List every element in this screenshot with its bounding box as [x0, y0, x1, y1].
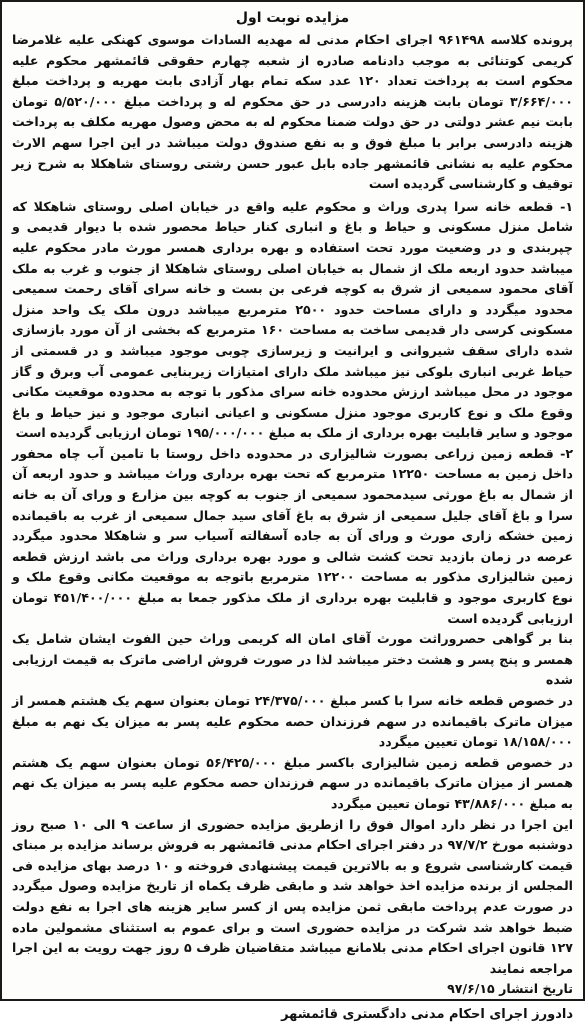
notice-title: مزایده نوبت اول: [235, 10, 350, 26]
item-house: ۱- قطعه خانه سرا پدری وراث و محکوم علیه واقع در خیابان اصلی روستای شاهکلا که شامل منزل مسکونی و حیاط و باغ و انباری کنار حیاط محصور شده با دیوار قدیمی و چپربندی و در وضعیت مورد تحت استفاده و بهره برداری همسر مورث مادر محکوم علیه میباشد حدود اربعه ملک از شمال به خیابان اصلی روستای شاهکلا از جنوب و غرب به ملک آقای محمود سمیعی از شرق به کوچه فرعی بن بست و خانه سرای آقای رحمت سمیعی محدود میگردد و دارای مساحت حدود ۲۵۰۰ مترمربع میباشد درون ملک یک واحد منزل مسکونی کرسی دار قدیمی ساخت به مساحت ۱۶۰ مترمربع که بخشی از آن مورد بازسازی شده دارای سقف شیروانی و ایرانیت و زیرسازی چوبی موجود میباشد و در قسمتی از حیاط غربی انباری بلوکی نیز میباشد ملک دارای امتیازات زیربنایی عمومی آب وبرق و گاز موجود در محل میباشد ارزش محدوده خانه سرای مذکور با توجه به محدوده موقعیت مکانی وقوع ملک و نوع کاربری موجود منزل مسکونی و اعیانی انباری موجود و نیز حیاط و باغ موجود و سایر قابلیت بهره برداری از ملک به مبلغ ۱۹۵/۰۰۰/۰۰۰ تومان ارزیابی گردیده است: [12, 198, 573, 441]
issuer-signature: دادورز اجرای احکام مدنی دادگستری قائمشهر: [281, 1006, 573, 1022]
notice-intro: پرونده کلاسه ۹۶۱۴۹۸ اجرای احکام مدنی له مهدیه السادات موسوی کهنکی علیه غلامرضا کریمی کوتنائی به موجب دادنامه صادره از شعبه چهارم حقوقی قائمشهر محکوم علیه محکوم است به پرداخت تعداد ۱۲۰ عدد سکه تمام بهار آزادی بابت مهریه و پرداخت مبلغ ۳/۶۶۴/۰۰۰ تومان بابت هزینه دادرسی در حق محکوم له و پرداخت مبلغ ۵/۵۲۰/۰۰۰ تومان بابت نیم عشر دولتی در حق دولت ضمنا محکوم له به محض وصول مهریه مکلف به پرداخت هزینه دادرسی برابر با مبلغ فوق و به نفع صندوق دولت میباشد در این اجرا سهم الارث محکوم علیه به نشانی قائمشهر جاده بابل عبور حسن رشتی روستای شاهکلا به شرح زیر توقیف و کارشناسی گردیده است: [12, 32, 573, 192]
auction-terms: این اجرا در نظر دارد اموال فوق را ازطریق مزایده حضوری از ساعت ۹ الی ۱۰ صبح روز دوشنبه مورخ ۹۷/۷/۲ در دفتر اجرای احکام مدنی قائمشهر به فروش برساند مزایده بر مبنای قیمت کارشناسی شروع و به بالاترین قیمت پیشنهادی فروخته و ۱۰ درصد بهای مزایده فی المجلس از برنده مزایده اخذ خواهد شد و مابقی ظرف یکماه از تاریخ مزایده وصول میگردد در صورت عدم پرداخت مابقی ثمن مزایده پس از کسر سایر هزینه های اجرا به نفع دولت ضبط خواهد شد شرکت در مزایده حضوری است و برای عموم به استثنای مشمولین ماده ۱۲۷ قانون اجرای احکام مدنی بلامانع میباشد متقاضیان ظرف ۵ روز جهت رویت به این اجرا مراجعه نمایند: [12, 816, 574, 976]
heirs-statement: بنا بر گواهی حصروراثت مورث آقای امان اله کریمی وراث حین الفوت ایشان شامل یک همسر و پنج پسر و هشت دختر میباشد لذا در صورت فروش اراضی ماترک به قیمت ارزیابی شده: [12, 631, 573, 688]
auction-notice-body: [12, 8, 573, 1000]
publish-date: تاریخ انتشار ۹۷/۶/۱۵: [447, 981, 573, 997]
share-house: در خصوص قطعه خانه سرا با کسر مبلغ ۲۴/۳۷۵/۰۰۰ تومان بعنوان سهم یک هشتم همسر از میزان ماترک باقیمانده در سهم فرزندان حصه محکوم علیه پسر به میزان یک نهم به مبلغ ۱۸/۱۵۸/۰۰۰ تومان تعیین میگردد: [12, 693, 573, 750]
item-rice-field: ۲- قطعه زمین زراعی بصورت شالیزاری در محدوده داخل روستا با تامین آب چاه محفور داخل زمین به مساحت ۱۲۲۵۰ مترمربع که تحت بهره برداری وراث میباشد و حدود اربعه آن از شمال به باغ مورثی سیدمحمود سمیعی از جنوب به کوچه بین مزارع و ورای آن به خانه سرا و باغ آقای جلیل سمیعی از شرق به باغ آقای سید جمال سمیعی از غرب به باقیمانده زمین خشکه زاری مورث و ورای آن به جاده آسفالته آسیاب سر و شاهکلا محدود میگردد عرصه در زمان بازدید تحت کشت شالی و مورد بهره برداری وراث می باشد ارزش قطعه زمین شالیزاری مذکور به مساحت ۱۲۲۰۰ مترمربع باتوجه به موقعیت مکانی وقوع ملک و نوع کاربری موجود و قابلیت بهره برداری از ملک مذکور جمعا به مبلغ ۴۵۱/۴۰۰/۰۰۰ تومان ارزیابی گردیده است: [12, 445, 573, 626]
share-field: در خصوص قطعه زمین شالیزاری باکسر مبلغ ۵۶/۴۲۵/۰۰۰ تومان بعنوان سهم یک هشتم همسر از میزان ماترک باقیمانده در سهم فرزندان حصه محکوم علیه پسر به میزان یک نهم به مبلغ ۴۳/۸۸۶/۰۰۰ تومان تعیین میگردد: [12, 754, 573, 811]
